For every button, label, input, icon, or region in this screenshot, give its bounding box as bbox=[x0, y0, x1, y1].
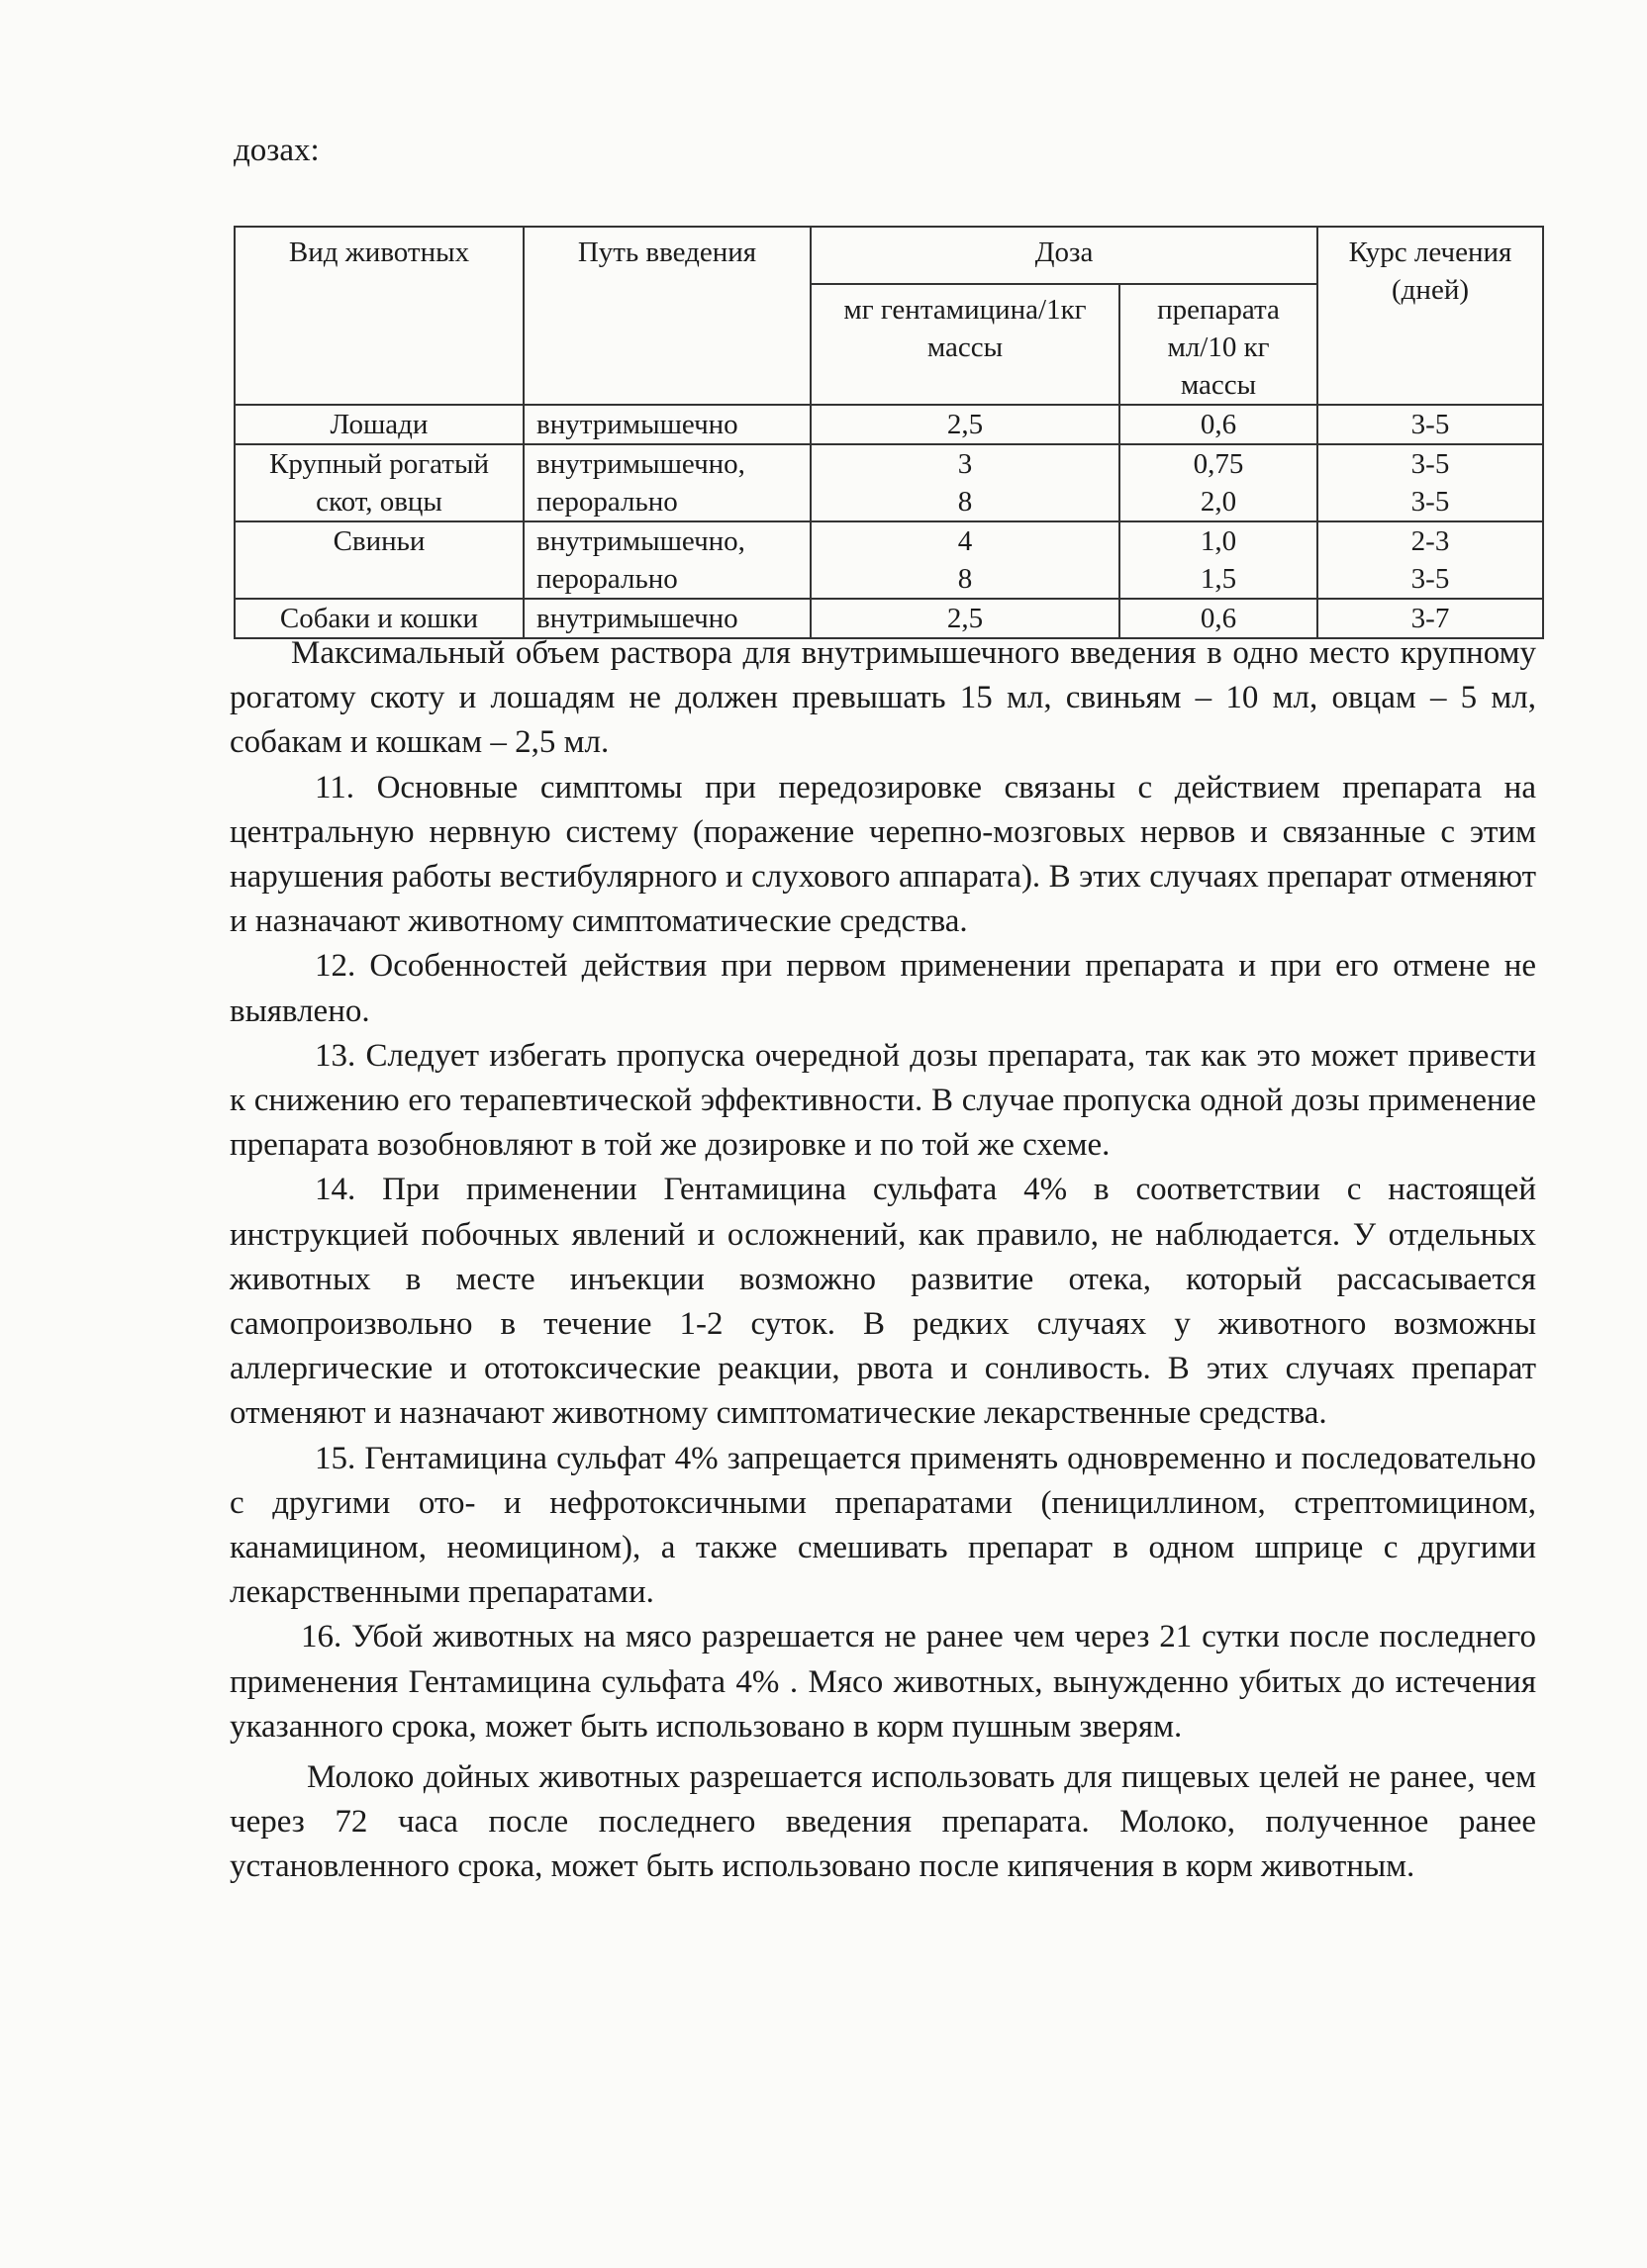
header-dose-mg: мг гентамицина/1кг массы bbox=[811, 284, 1119, 405]
table-row bbox=[235, 521, 1543, 599]
body-text bbox=[230, 631, 1536, 1890]
paragraph-12: 12. Особенностей действия при первом применении препарата и при его отмене не выявлено. bbox=[230, 948, 1536, 1029]
header-dose: Доза bbox=[811, 227, 1317, 284]
cell-dose-ml: 1,0 1,5 bbox=[1119, 521, 1317, 599]
paragraph-15: 15. Гентамицина сульфат 4% запрещается применять одновременно и последовательно с другими ото- и нефротоксичными препаратами (пенициллином, стрептомицином, канамицином, неомицином), а также смешивать препарат в одном шприце с другими лекарственными препаратами. bbox=[230, 1440, 1536, 1611]
paragraph-14: 14. При применении Гентамицина сульфата 4% в соответствии с настоящей инструкцией побочных явлений и осложнений, как правило, не наблюдается. У отдельных животных в месте инъекции возможно развитие отека, который рассасывается самопроизвольно в течение 1-2 суток. В редких случаях у животного возможны аллергические и ототоксические реакции, рвота и сонливость. В этих случаях препарат отменяют и назначают животному симптоматические лекарственные средства. bbox=[230, 1172, 1536, 1432]
cell-dose-mg: 3 8 bbox=[811, 444, 1119, 521]
cell-course: 2-3 3-5 bbox=[1317, 521, 1543, 599]
header-course: Курс лечения (дней) bbox=[1317, 227, 1543, 405]
cell-course: 3-5 3-5 bbox=[1317, 444, 1543, 521]
paragraph-max-volume: Максимальный объем раствора для внутримышечного введения в одно место крупному рогатому скоту и лошадям не должен превышать 15 мл, свиньям – 10 мл, овцам – 5 мл, собакам и кошкам – 2,5 мл. bbox=[230, 635, 1536, 761]
cell-route: внутримышечно, перорально bbox=[524, 521, 811, 599]
header-route: Путь введения bbox=[524, 227, 811, 405]
cell-species: Крупный рогатый скот, овцы bbox=[235, 444, 524, 521]
cell-route: внутримышечно bbox=[524, 599, 811, 638]
cell-course: 3-7 bbox=[1317, 599, 1543, 638]
table-row bbox=[235, 444, 1543, 521]
cell-species: Лошади bbox=[235, 405, 524, 444]
cell-dose-mg: 2,5 bbox=[811, 599, 1119, 638]
cell-dose-mg: 4 8 bbox=[811, 521, 1119, 599]
table-row bbox=[235, 405, 1543, 444]
paragraph-milk: Молоко дойных животных разрешается использовать для пищевых целей не ранее, чем через 72 часа после последнего введения препарата. Молоко, полученное ранее установленного срока, может быть использовано после кипячения в корм животным. bbox=[230, 1759, 1536, 1885]
cell-route: внутримышечно bbox=[524, 405, 811, 444]
paragraph-13: 13. Следует избегать пропуска очередной дозы препарата, так как это может привести к снижению его терапевтической эффективности. В случае пропуска одной дозы применение препарата возобновляют в той же дозировке и по той же схеме. bbox=[230, 1037, 1536, 1164]
header-dose-ml: препарата мл/10 кг массы bbox=[1119, 284, 1317, 405]
cell-dose-ml: 0,6 bbox=[1119, 599, 1317, 638]
paragraph-11: 11. Основные симптомы при передозировке связаны с действием препарата на центральную нервную систему (поражение черепно-мозговых нервов и связанные с этим нарушения работы вестибулярного и слухового аппарата). В этих случаях препарат отменяют и назначают животному симптоматические средства. bbox=[230, 769, 1536, 940]
cell-route: внутримышечно, перорально bbox=[524, 444, 811, 521]
cell-species: Собаки и кошки bbox=[235, 599, 524, 638]
cell-course: 3-5 bbox=[1317, 405, 1543, 444]
lead-text: дозах: bbox=[234, 133, 320, 168]
cell-dose-ml: 0,75 2,0 bbox=[1119, 444, 1317, 521]
header-species: Вид животных bbox=[235, 227, 524, 405]
cell-dose-mg: 2,5 bbox=[811, 405, 1119, 444]
dosage-table bbox=[234, 226, 1544, 639]
paragraph-16: 16. Убой животных на мясо разрешается не ранее чем через 21 сутки после последнего применения Гентамицина сульфата 4% . Мясо животных, вынужденно убитых до истечения указанного срока, может быть использовано в корм пушным зверям. bbox=[230, 1619, 1536, 1745]
cell-dose-ml: 0,6 bbox=[1119, 405, 1317, 444]
cell-species: Свиньи bbox=[235, 521, 524, 599]
